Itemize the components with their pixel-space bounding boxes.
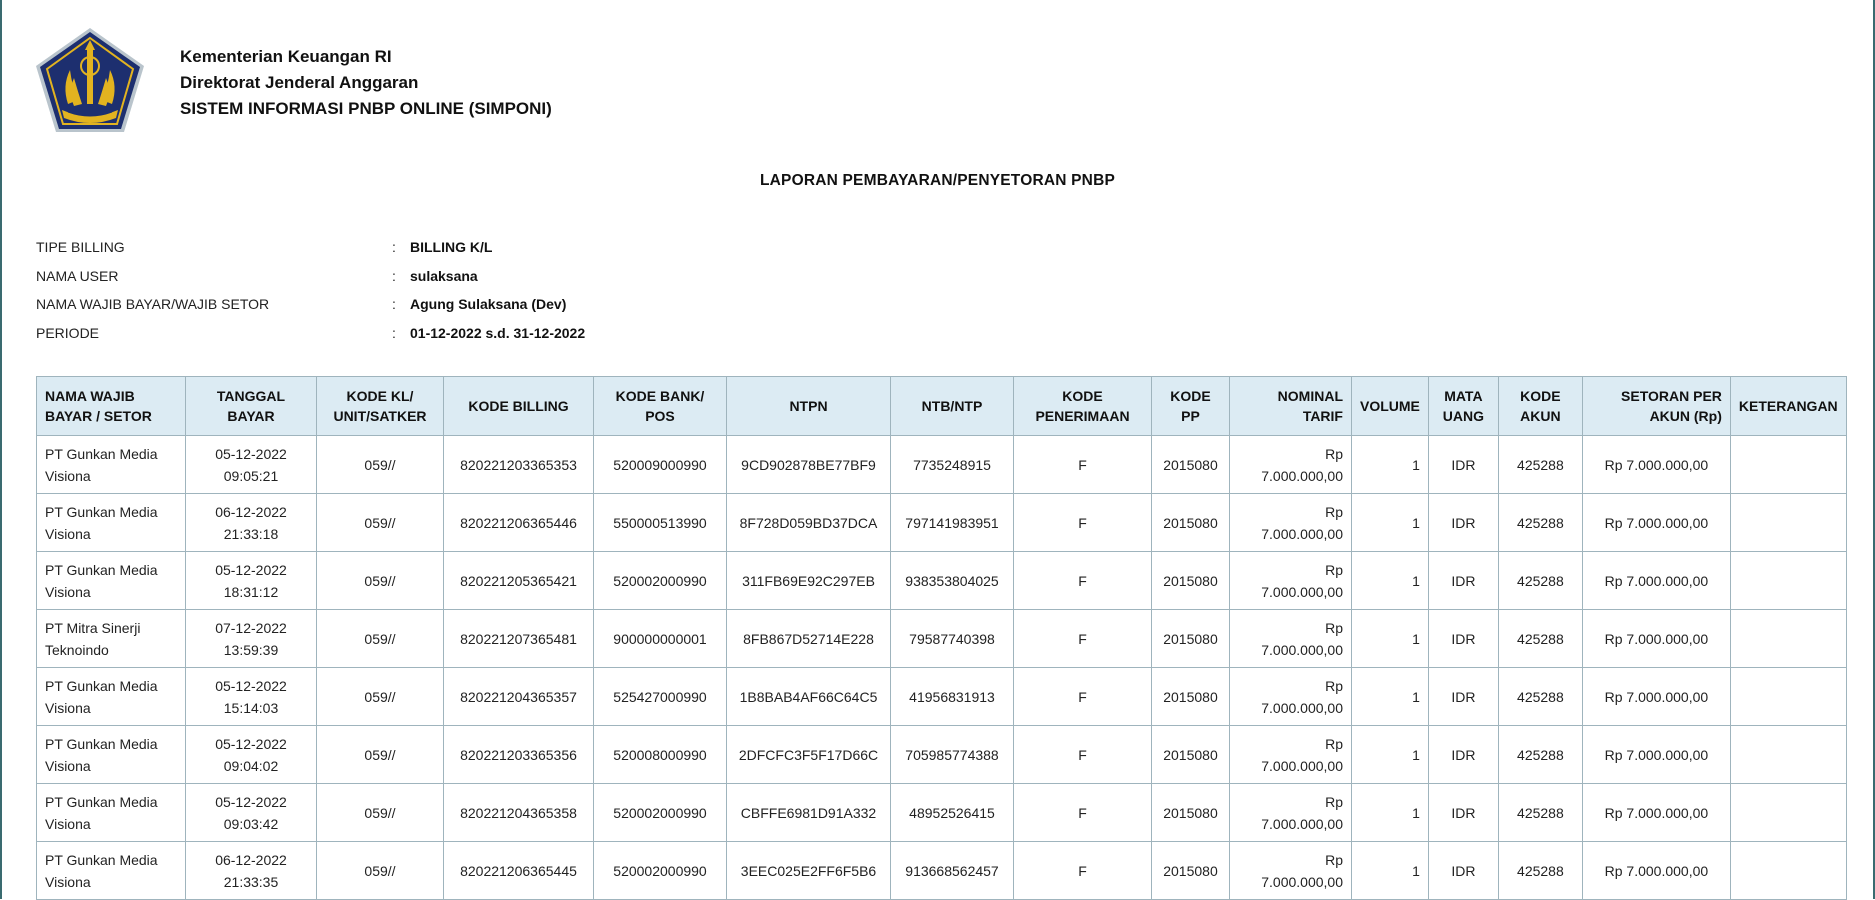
meta-colon: :	[392, 296, 396, 313]
meta-label: NAMA USER	[36, 267, 119, 284]
cell-mata-uang: IDR	[1428, 610, 1498, 668]
cell-mata-uang: IDR	[1428, 552, 1498, 610]
cell-nama-wajib-bayar: PT Gunkan Media Visiona	[37, 436, 186, 494]
table-row	[37, 494, 1847, 552]
table-body	[37, 436, 1847, 900]
col-header-kode-penerimaan: KODE PENERIMAAN	[1014, 377, 1152, 436]
cell-nama-wajib-bayar: PT Mitra Sinerji Teknoindo	[37, 610, 186, 668]
cell-kode-bank: 550000513990	[594, 494, 727, 552]
cell-ntpn: CBFFE6981D91A332	[727, 784, 891, 842]
cell-kode-pp: 2015080	[1152, 610, 1230, 668]
meta-value: Agung Sulaksana (Dev)	[410, 296, 567, 313]
cell-volume: 1	[1352, 552, 1429, 610]
cell-tanggal-bayar: 05-12-2022 09:03:42	[186, 784, 317, 842]
col-header-kode-bank: KODE BANK/ POS	[594, 377, 727, 436]
cell-tanggal-bayar: 05-12-2022 09:04:02	[186, 726, 317, 784]
cell-kode-akun: 425288	[1498, 842, 1582, 900]
cell-kode-akun: 425288	[1498, 494, 1582, 552]
meta-value: 01-12-2022 s.d. 31-12-2022	[410, 324, 586, 341]
cell-ntb-ntp: 79587740398	[891, 610, 1014, 668]
cell-nama-wajib-bayar: PT Gunkan Media Visiona	[37, 494, 186, 552]
col-header-kode-billing: KODE BILLING	[444, 377, 594, 436]
cell-nominal-tarif: Rp 7.000.000,00	[1230, 784, 1352, 842]
cell-tanggal-bayar: 07-12-2022 13:59:39	[186, 610, 317, 668]
cell-kode-billing: 820221204365357	[444, 668, 594, 726]
cell-ntpn: 9CD902878BE77BF9	[727, 436, 891, 494]
table-row	[37, 726, 1847, 784]
cell-nominal-tarif: Rp 7.000.000,00	[1230, 494, 1352, 552]
table-header-row	[37, 377, 1847, 436]
cell-kode-bank: 900000000001	[594, 610, 727, 668]
meta-row-tipe-billing	[36, 233, 585, 262]
org-line-directorate: Direktorat Jenderal Anggaran	[180, 73, 419, 92]
cell-kode-pp: 2015080	[1152, 726, 1230, 784]
cell-kode-akun: 425288	[1498, 668, 1582, 726]
cell-kode-penerimaan: F	[1014, 552, 1152, 610]
meta-row-nama-user	[36, 262, 585, 291]
payment-table-container	[36, 376, 1847, 900]
cell-kode-billing: 820221203365356	[444, 726, 594, 784]
cell-kode-pp: 2015080	[1152, 668, 1230, 726]
cell-kode-kl: 059//	[317, 494, 444, 552]
col-header-nama-wajib-bayar: NAMA WAJIB BAYAR / SETOR	[37, 377, 186, 436]
cell-keterangan	[1730, 726, 1846, 784]
cell-kode-bank: 525427000990	[594, 668, 727, 726]
cell-kode-bank: 520009000990	[594, 436, 727, 494]
cell-keterangan	[1730, 552, 1846, 610]
meta-colon: :	[392, 267, 396, 284]
meta-label: TIPE BILLING	[36, 239, 125, 256]
cell-kode-billing: 820221205365421	[444, 552, 594, 610]
cell-kode-pp: 2015080	[1152, 552, 1230, 610]
cell-ntb-ntp: 48952526415	[891, 784, 1014, 842]
meta-row-periode	[36, 319, 585, 348]
payment-table	[36, 376, 1847, 900]
kemenkeu-emblem-icon	[32, 26, 148, 136]
cell-kode-bank: 520002000990	[594, 842, 727, 900]
cell-nominal-tarif: Rp 7.000.000,00	[1230, 668, 1352, 726]
cell-tanggal-bayar: 05-12-2022 09:05:21	[186, 436, 317, 494]
cell-ntb-ntp: 938353804025	[891, 552, 1014, 610]
cell-setoran-per-akun: Rp 7.000.000,00	[1582, 784, 1730, 842]
cell-keterangan	[1730, 494, 1846, 552]
col-header-keterangan: KETERANGAN	[1730, 377, 1846, 436]
col-header-volume: VOLUME	[1352, 377, 1429, 436]
table-row	[37, 784, 1847, 842]
cell-kode-bank: 520008000990	[594, 726, 727, 784]
cell-mata-uang: IDR	[1428, 726, 1498, 784]
meta-row-nama-wajib-bayar	[36, 290, 585, 319]
cell-tanggal-bayar: 06-12-2022 21:33:35	[186, 842, 317, 900]
cell-nominal-tarif: Rp 7.000.000,00	[1230, 842, 1352, 900]
col-header-ntpn: NTPN	[727, 377, 891, 436]
org-line-ministry: Kementerian Keuangan RI	[180, 47, 392, 66]
cell-ntpn: 311FB69E92C297EB	[727, 552, 891, 610]
table-row	[37, 610, 1847, 668]
cell-kode-kl: 059//	[317, 842, 444, 900]
cell-kode-pp: 2015080	[1152, 494, 1230, 552]
cell-mata-uang: IDR	[1428, 784, 1498, 842]
cell-mata-uang: IDR	[1428, 668, 1498, 726]
cell-volume: 1	[1352, 494, 1429, 552]
cell-kode-kl: 059//	[317, 552, 444, 610]
cell-kode-pp: 2015080	[1152, 784, 1230, 842]
cell-tanggal-bayar: 05-12-2022 15:14:03	[186, 668, 317, 726]
cell-keterangan	[1730, 668, 1846, 726]
cell-setoran-per-akun: Rp 7.000.000,00	[1582, 610, 1730, 668]
cell-setoran-per-akun: Rp 7.000.000,00	[1582, 494, 1730, 552]
cell-volume: 1	[1352, 726, 1429, 784]
col-header-tanggal-bayar: TANGGAL BAYAR	[186, 377, 317, 436]
meta-colon: :	[392, 239, 396, 256]
cell-setoran-per-akun: Rp 7.000.000,00	[1582, 552, 1730, 610]
meta-colon: :	[392, 324, 396, 341]
cell-ntpn: 8F728D059BD37DCA	[727, 494, 891, 552]
cell-tanggal-bayar: 05-12-2022 18:31:12	[186, 552, 317, 610]
cell-kode-pp: 2015080	[1152, 842, 1230, 900]
cell-keterangan	[1730, 610, 1846, 668]
cell-kode-bank: 520002000990	[594, 552, 727, 610]
meta-label: NAMA WAJIB BAYAR/WAJIB SETOR	[36, 296, 270, 313]
cell-kode-akun: 425288	[1498, 436, 1582, 494]
cell-setoran-per-akun: Rp 7.000.000,00	[1582, 436, 1730, 494]
col-header-kode-kl: KODE KL/ UNIT/SATKER	[317, 377, 444, 436]
cell-setoran-per-akun: Rp 7.000.000,00	[1582, 726, 1730, 784]
col-header-kode-akun: KODE AKUN	[1498, 377, 1582, 436]
cell-mata-uang: IDR	[1428, 494, 1498, 552]
cell-ntb-ntp: 705985774388	[891, 726, 1014, 784]
cell-mata-uang: IDR	[1428, 436, 1498, 494]
cell-kode-akun: 425288	[1498, 552, 1582, 610]
cell-nama-wajib-bayar: PT Gunkan Media Visiona	[37, 668, 186, 726]
cell-volume: 1	[1352, 668, 1429, 726]
cell-kode-penerimaan: F	[1014, 784, 1152, 842]
cell-kode-billing: 820221204365358	[444, 784, 594, 842]
cell-volume: 1	[1352, 784, 1429, 842]
table-row	[37, 552, 1847, 610]
cell-mata-uang: IDR	[1428, 842, 1498, 900]
col-header-ntb-ntp: NTB/NTP	[891, 377, 1014, 436]
col-header-kode-pp: KODE PP	[1152, 377, 1230, 436]
cell-volume: 1	[1352, 842, 1429, 900]
cell-ntb-ntp: 7735248915	[891, 436, 1014, 494]
cell-volume: 1	[1352, 436, 1429, 494]
cell-kode-pp: 2015080	[1152, 436, 1230, 494]
cell-kode-billing: 820221206365445	[444, 842, 594, 900]
cell-ntpn: 8FB867D52714E228	[727, 610, 891, 668]
cell-nama-wajib-bayar: PT Gunkan Media Visiona	[37, 552, 186, 610]
cell-kode-penerimaan: F	[1014, 610, 1152, 668]
cell-kode-kl: 059//	[317, 610, 444, 668]
col-header-nominal-tarif: NOMINAL TARIF	[1230, 377, 1352, 436]
cell-kode-kl: 059//	[317, 436, 444, 494]
cell-kode-kl: 059//	[317, 668, 444, 726]
cell-kode-penerimaan: F	[1014, 668, 1152, 726]
cell-nominal-tarif: Rp 7.000.000,00	[1230, 552, 1352, 610]
cell-ntb-ntp: 797141983951	[891, 494, 1014, 552]
cell-setoran-per-akun: Rp 7.000.000,00	[1582, 668, 1730, 726]
cell-ntpn: 3EEC025E2FF6F5B6	[727, 842, 891, 900]
org-line-system: SISTEM INFORMASI PNBP ONLINE (SIMPONI)	[180, 99, 552, 118]
cell-kode-billing: 820221203365353	[444, 436, 594, 494]
cell-kode-penerimaan: F	[1014, 494, 1152, 552]
report-metadata	[36, 233, 585, 347]
cell-tanggal-bayar: 06-12-2022 21:33:18	[186, 494, 317, 552]
report-title: LAPORAN PEMBAYARAN/PENYETORAN PNBP	[759, 172, 1116, 189]
cell-volume: 1	[1352, 610, 1429, 668]
col-header-setoran-per-akun: SETORAN PER AKUN (Rp)	[1582, 377, 1730, 436]
cell-ntpn: 2DFCFC3F5F17D66C	[727, 726, 891, 784]
cell-kode-penerimaan: F	[1014, 436, 1152, 494]
col-header-mata-uang: MATA UANG	[1428, 377, 1498, 436]
cell-kode-kl: 059//	[317, 726, 444, 784]
table-row	[37, 668, 1847, 726]
table-row	[37, 436, 1847, 494]
frame-left-border	[0, 0, 2, 899]
meta-value: BILLING K/L	[410, 239, 493, 256]
table-row	[37, 842, 1847, 900]
cell-nama-wajib-bayar: PT Gunkan Media Visiona	[37, 726, 186, 784]
organization-name	[180, 44, 552, 122]
cell-nominal-tarif: Rp 7.000.000,00	[1230, 610, 1352, 668]
cell-kode-akun: 425288	[1498, 726, 1582, 784]
cell-setoran-per-akun: Rp 7.000.000,00	[1582, 842, 1730, 900]
cell-kode-penerimaan: F	[1014, 726, 1152, 784]
cell-kode-kl: 059//	[317, 784, 444, 842]
cell-kode-akun: 425288	[1498, 610, 1582, 668]
cell-keterangan	[1730, 842, 1846, 900]
cell-kode-billing: 820221207365481	[444, 610, 594, 668]
cell-nominal-tarif: Rp 7.000.000,00	[1230, 436, 1352, 494]
cell-ntb-ntp: 913668562457	[891, 842, 1014, 900]
meta-label: PERIODE	[36, 324, 100, 341]
cell-ntpn: 1B8BAB4AF66C64C5	[727, 668, 891, 726]
cell-keterangan	[1730, 784, 1846, 842]
meta-value: sulaksana	[410, 267, 478, 284]
cell-nama-wajib-bayar: PT Gunkan Media Visiona	[37, 842, 186, 900]
cell-ntb-ntp: 41956831913	[891, 668, 1014, 726]
report-header	[32, 26, 552, 136]
cell-kode-bank: 520002000990	[594, 784, 727, 842]
cell-kode-penerimaan: F	[1014, 842, 1152, 900]
cell-nama-wajib-bayar: PT Gunkan Media Visiona	[37, 784, 186, 842]
cell-nominal-tarif: Rp 7.000.000,00	[1230, 726, 1352, 784]
cell-keterangan	[1730, 436, 1846, 494]
cell-kode-billing: 820221206365446	[444, 494, 594, 552]
cell-kode-akun: 425288	[1498, 784, 1582, 842]
